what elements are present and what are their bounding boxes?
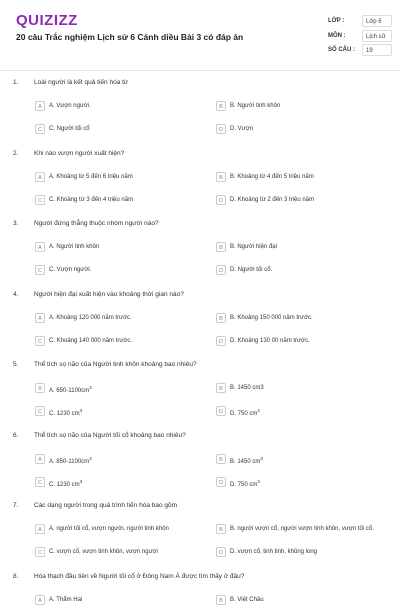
option-superscript: 3 — [257, 478, 260, 484]
answer-option-c[interactable] — [35, 265, 215, 281]
answer-option-b[interactable] — [216, 101, 396, 117]
option-text-main: D. 750 cm — [230, 481, 258, 488]
answer-option-a[interactable] — [35, 172, 215, 188]
option-letter: B — [216, 524, 226, 534]
question-text: Khi nào vượn người xuất hiện? — [34, 149, 125, 157]
question-text: Người hiện đại xuất hiện vào khoảng thời gian nào? — [34, 290, 184, 298]
option-letter: A — [35, 595, 45, 605]
option-text-main: A. người tối cổ, vượn người, người tinh khôn — [49, 526, 169, 532]
option-letter: D — [216, 265, 226, 275]
option-text-main: A. Thẩm Hai — [49, 596, 83, 603]
option-text-main: B. Việt Châu — [230, 596, 264, 603]
option-letter: C — [35, 195, 45, 205]
option-text-main: C. vượn cổ, vượn tinh khôn, vượn người — [49, 549, 158, 555]
option-text-main: D. Người tối cổ. — [230, 267, 273, 273]
option-text-main: C. Vượn người. — [49, 267, 92, 273]
socau-label: SỐ CÂU : — [328, 47, 355, 53]
option-letter: B — [216, 242, 226, 252]
option-letter: D — [216, 124, 226, 134]
answer-option-b[interactable] — [216, 172, 396, 188]
option-text — [49, 548, 209, 556]
question-number: 1. — [13, 79, 19, 86]
answer-option-d[interactable] — [216, 265, 396, 281]
option-text — [230, 337, 390, 345]
option-letter: C — [35, 547, 45, 557]
option-text-main: D. Khoảng từ 2 đến 3 triệu năm — [230, 196, 315, 203]
mon-value: Lịch sử — [362, 30, 392, 42]
option-text — [230, 314, 390, 322]
option-text — [230, 455, 390, 466]
option-superscript: 3 — [79, 478, 83, 484]
option-text-main: D. 750 cm — [230, 411, 258, 417]
option-letter: A — [35, 383, 45, 393]
option-text — [230, 196, 390, 204]
option-text — [49, 384, 209, 395]
option-text — [49, 478, 209, 489]
option-letter: B — [216, 172, 226, 182]
answer-option-b[interactable] — [216, 242, 396, 258]
option-text-main: A. 650-1100cm — [49, 388, 90, 394]
option-text-main: C. Người tối cổ — [49, 126, 90, 132]
option-text — [230, 384, 390, 392]
question-number: 5. — [13, 361, 19, 368]
option-text-main: B. Người hiện đại — [230, 244, 277, 250]
option-superscript: 3 — [257, 408, 260, 413]
option-text — [49, 266, 209, 274]
option-text-main: B. Khoảng từ 4 đến 5 triệu năm — [230, 173, 314, 180]
answer-option-c[interactable] — [35, 195, 215, 211]
option-text-main: A. Vượn người. — [49, 103, 91, 109]
lop-label: LỚP : — [328, 18, 345, 24]
option-text — [49, 125, 209, 133]
option-text — [230, 548, 390, 556]
header — [0, 0, 400, 71]
option-superscript: 3 — [79, 408, 83, 413]
option-letter: C — [35, 265, 45, 275]
option-letter: D — [216, 547, 226, 557]
option-text — [230, 102, 390, 110]
question-number: 3. — [13, 220, 19, 227]
socau-value: 19 — [362, 44, 392, 56]
option-text-main: A. Người tinh khôn — [49, 244, 100, 250]
question-text: Người đứng thẳng thuộc nhóm người nào? — [34, 220, 159, 227]
question-text: Loài người là kết quả tiến hóa từ — [34, 79, 129, 86]
option-text — [49, 196, 209, 204]
option-letter: A — [35, 454, 45, 464]
answer-option-d[interactable] — [216, 195, 396, 211]
page-title: 20 câu Trắc nghiệm Lịch sử 6 Cánh diều Bài 3 có đáp án — [16, 32, 244, 42]
mon-label: MÔN : — [328, 33, 346, 39]
answer-option-a[interactable] — [35, 454, 215, 470]
answer-option-b[interactable] — [216, 595, 396, 611]
question-number: 7. — [13, 502, 19, 509]
answer-option-d[interactable] — [216, 124, 396, 140]
option-text-main: B. người vượn cổ, người vượn tinh khôn, vượn tối cổ. — [230, 526, 374, 532]
option-text-main: D. Khoảng 130 00 năm trước. — [230, 337, 310, 344]
option-text-main: B. Khoảng 150 000 năm trước. — [230, 314, 313, 321]
option-text — [230, 266, 390, 274]
option-text — [49, 243, 209, 251]
option-letter: A — [35, 524, 45, 534]
option-letter: D — [216, 195, 226, 205]
option-text-main: A. Khoảng từ 5 đến 6 triệu năm — [49, 173, 133, 180]
option-text — [49, 407, 209, 418]
option-text — [230, 525, 390, 533]
answer-option-c[interactable] — [35, 477, 215, 493]
option-letter: B — [216, 383, 226, 393]
answer-option-a[interactable] — [35, 595, 215, 611]
question-text: Hóa thạch đầu tiên về Người tối cổ ở Đông Nam Á được tìm thấy ở đâu? — [34, 572, 245, 580]
option-text — [49, 314, 209, 322]
option-letter: B — [216, 595, 226, 605]
option-text — [49, 337, 209, 345]
question-text: Thể tích sọ não của Người tối cổ khoảng bao nhiêu? — [34, 431, 186, 439]
question-number: 6. — [13, 431, 19, 439]
option-text — [49, 525, 209, 533]
question-number: 8. — [13, 572, 19, 580]
answer-option-c[interactable] — [35, 336, 215, 352]
option-letter: D — [216, 336, 226, 346]
question-text: Thể tích sọ não của Người tinh khôn khoảng bao nhiêu? — [34, 361, 197, 368]
option-text-main: B. 1450 cm3 — [230, 385, 264, 391]
option-letter: A — [35, 242, 45, 252]
answer-option-a[interactable] — [35, 383, 215, 399]
meta-lop — [328, 15, 388, 29]
answer-option-d[interactable] — [216, 406, 396, 422]
answer-option-c[interactable] — [35, 124, 215, 140]
option-superscript: 3 — [89, 385, 92, 390]
question-text: Các dạng người trong quá trình tiến hóa bao gồm — [34, 502, 178, 509]
quizizz-logo[interactable]: QUIZIZZ — [16, 12, 78, 29]
option-text-main: A. Khoảng 120 000 năm trước. — [49, 314, 132, 321]
option-text-main: A. 850-1100cm — [49, 458, 90, 465]
meta-socau — [328, 44, 388, 58]
option-text — [230, 243, 390, 251]
answer-option-a[interactable] — [35, 524, 215, 540]
option-text — [49, 455, 209, 466]
answer-option-d[interactable] — [216, 336, 396, 352]
option-text — [230, 173, 390, 181]
option-letter: C — [35, 336, 45, 346]
option-letter: A — [35, 313, 45, 323]
option-letter: A — [35, 172, 45, 182]
option-letter: B — [216, 101, 226, 111]
option-text-main: B. Người tinh khôn — [230, 103, 281, 109]
meta-mon — [328, 30, 388, 44]
answer-option-c[interactable] — [35, 547, 215, 563]
option-letter: B — [216, 454, 226, 464]
option-text-main: C. Khoảng 140 000 năm trước. — [49, 337, 132, 344]
option-text-main: C. 1230 cm — [49, 481, 80, 488]
option-text-main: C. Khoảng từ 3 đến 4 triệu năm — [49, 196, 134, 203]
answer-option-b[interactable] — [216, 524, 396, 540]
option-text-main: B. 1450 cm — [230, 458, 261, 465]
answer-option-b[interactable] — [216, 313, 396, 329]
answer-option-b[interactable] — [216, 383, 396, 399]
option-text-main: C. 1230 cm — [49, 411, 80, 417]
lop-value: Lớp 6 — [362, 15, 392, 27]
answer-option-d[interactable] — [216, 547, 396, 563]
option-letter: C — [35, 477, 45, 487]
option-text — [49, 173, 209, 181]
option-text-main: D. Vượn — [230, 126, 253, 132]
question-number: 2. — [13, 149, 19, 157]
option-text-main: D. vượn cổ, tinh tinh, khủng long — [230, 549, 317, 555]
answer-option-d[interactable] — [216, 477, 396, 493]
option-text — [49, 102, 209, 110]
answer-option-c[interactable] — [35, 406, 215, 422]
option-superscript: 3 — [89, 455, 92, 461]
option-letter: B — [216, 313, 226, 323]
answer-option-a[interactable] — [35, 242, 215, 258]
option-letter: D — [216, 477, 226, 487]
question-number: 4. — [13, 290, 19, 298]
answer-option-a[interactable] — [35, 313, 215, 329]
option-text — [230, 125, 390, 133]
option-superscript: 3 — [260, 455, 263, 461]
option-letter: C — [35, 406, 45, 416]
option-letter: C — [35, 124, 45, 134]
option-letter: A — [35, 101, 45, 111]
option-letter: D — [216, 406, 226, 416]
answer-option-b[interactable] — [216, 454, 396, 470]
option-text — [230, 478, 390, 489]
answer-option-a[interactable] — [35, 101, 215, 117]
option-text — [230, 407, 390, 418]
